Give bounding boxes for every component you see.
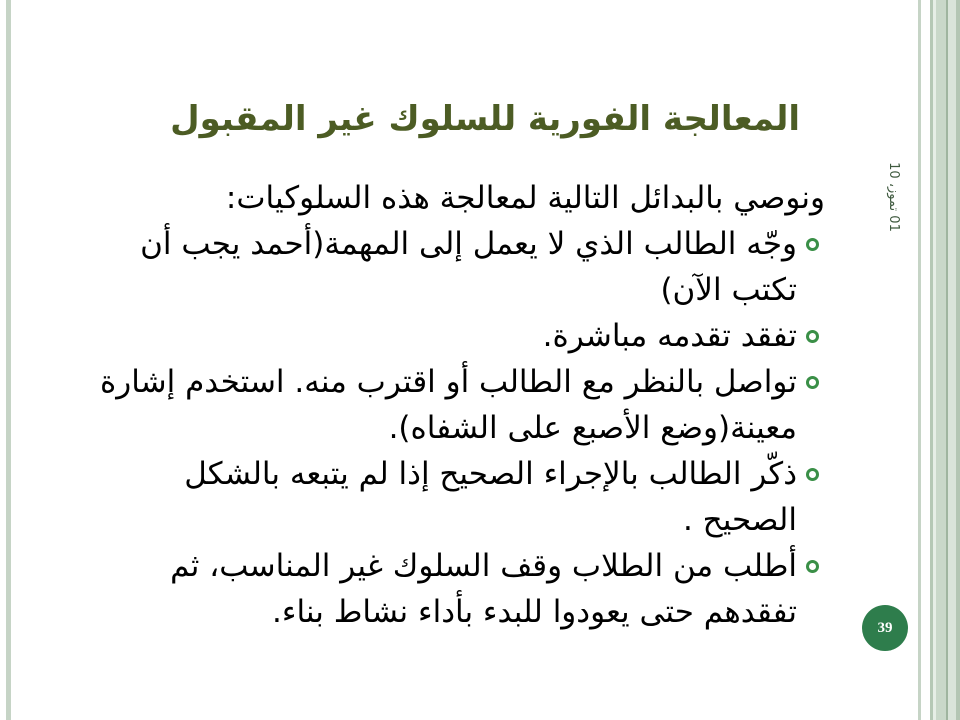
bullet-text-line: تفقدهم حتى يعودوا للبدء بأداء نشاط بناء. <box>272 594 797 630</box>
circle-bullet-icon <box>806 330 819 343</box>
bullet-item <box>40 313 825 359</box>
bullet-text-line: أطلب من الطلاب وقف السلوك غير المناسب، ثم <box>170 548 797 584</box>
bullet-text-line: وجّه الطالب الذي لا يعمل إلى المهمة(أحمد يجب أن <box>140 226 797 262</box>
right-border-stripes <box>930 0 960 720</box>
intro-text: ونوصي بالبدائل التالية لمعالجة هذه السلوكيات: <box>225 180 825 216</box>
bullet-text-line: الصحيح . <box>682 502 797 538</box>
right-border-line <box>918 0 921 720</box>
slide-body <box>40 175 825 635</box>
bullet-text-line: تكتب الآن) <box>660 272 797 308</box>
bullet-text-line: معينة(وضع الأصبع على الشفاه). <box>388 410 797 446</box>
circle-bullet-icon <box>806 468 819 481</box>
bullet-item <box>40 451 825 543</box>
slide-number-badge: 39 <box>862 605 908 651</box>
bullet-text-line: تفقد تقدمه مباشرة. <box>542 318 797 354</box>
slide-title: المعالجة الفورية للسلوك غير المقبول <box>170 99 800 139</box>
bullet-item <box>40 359 825 451</box>
circle-bullet-icon <box>806 560 819 573</box>
circle-bullet-icon <box>806 238 819 251</box>
bullet-text-line: ذكّر الطالب بالإجراء الصحيح إذا لم يتبعه بالشكل <box>184 456 797 492</box>
bullet-text-line: تواصل بالنظر مع الطالب أو اقترب منه. استخدم إشارة <box>100 364 797 400</box>
circle-bullet-icon <box>806 376 819 389</box>
left-border-line <box>6 0 11 720</box>
bullet-item <box>40 221 825 313</box>
slide-date: 01 تموز، 10 <box>886 162 901 232</box>
bullet-item <box>40 543 825 635</box>
